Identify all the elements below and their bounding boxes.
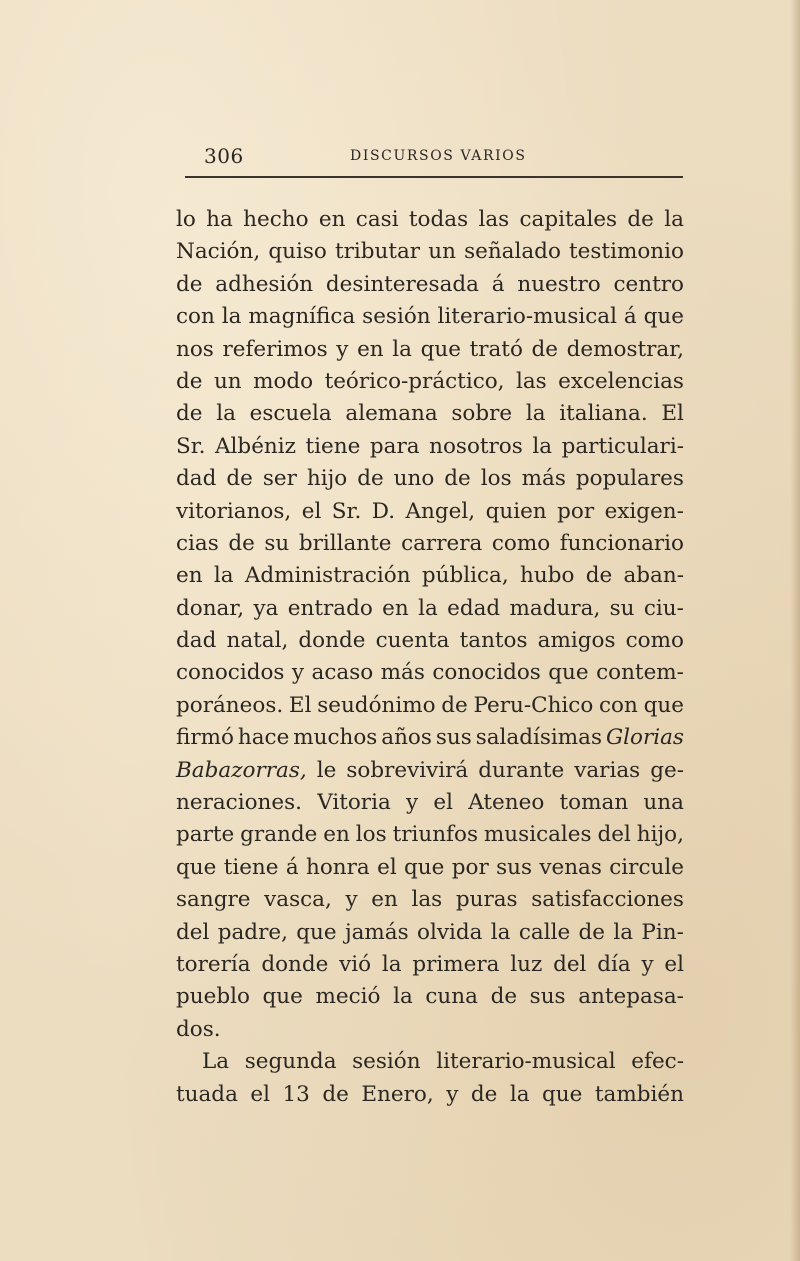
text-line: nos referimos y en la que trató de demostrar,	[176, 336, 684, 362]
text-line: en la Administración pública, hubo de aban-	[176, 563, 684, 589]
text-line: neraciones. Vitoria y el Ateneo toman una	[176, 790, 684, 816]
text-line: que tiene á honra el que por sus venas circule	[176, 854, 684, 880]
text-line: dad de ser hijo de uno de los más populares	[176, 466, 684, 492]
text-line: parte grande en los triunfos musicales del hijo,	[176, 822, 684, 848]
text-line: Nación, quiso tributar un señalado testimonio	[176, 239, 684, 265]
text-line: de la escuela alemana sobre la italiana. El	[176, 401, 684, 427]
text-line: pueblo que meció la cuna de sus antepasa-	[176, 984, 684, 1010]
text-line: con la magnífica sesión literario-musical á que	[176, 304, 684, 330]
header-rule	[185, 176, 683, 178]
text-line: de un modo teórico-práctico, las excelencias	[176, 368, 684, 394]
text-line: Sr. Albéniz tiene para nosotros la particulari-	[176, 433, 684, 459]
text-line: tuada el 13 de Enero, y de la que también	[176, 1081, 684, 1107]
text-line: cias de su brillante carrera como funcionario	[176, 530, 684, 556]
text-line: de adhesión desinteresada á nuestro centro	[176, 271, 684, 297]
text-line: La segunda sesión literario-musical efec-	[202, 1049, 684, 1075]
text-line: poráneos. El seudónimo de Peru-Chico con que	[176, 692, 684, 718]
text-line: del padre, que jamás olvida la calle de la Pin-	[176, 919, 684, 945]
text-line: donar, ya entrado en la edad madura, su ciu-	[176, 595, 684, 621]
text-line: firmó hace muchos años sus saladísimas Glorias	[176, 725, 684, 751]
page-number: 306	[204, 144, 244, 168]
page-edge-shadow	[790, 0, 800, 1261]
text-line: sangre vasca, y en las puras satisfacciones	[176, 887, 684, 913]
text-line: dos.	[176, 1016, 221, 1042]
text-line: dad natal, donde cuenta tantos amigos como	[176, 628, 684, 654]
text-line: Babazorras, le sobrevivirá durante varias ge-	[176, 757, 684, 783]
text-line: conocidos y acaso más conocidos que contem-	[176, 660, 684, 686]
body-text	[176, 204, 684, 1111]
running-title: DISCURSOS VARIOS	[350, 148, 527, 164]
text-line: lo ha hecho en casi todas las capitales de la	[176, 207, 684, 232]
text-line: vitorianos, el Sr. D. Angel, quien por exigen-	[176, 498, 684, 524]
text-line: torería donde vió la primera luz del día y el	[176, 951, 684, 977]
running-header	[178, 140, 683, 168]
